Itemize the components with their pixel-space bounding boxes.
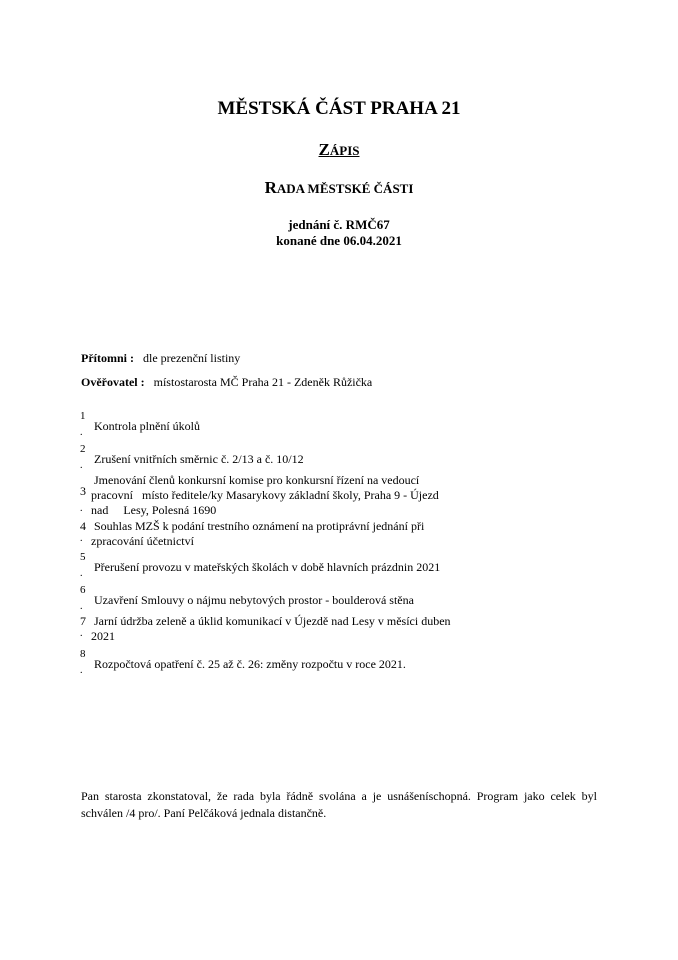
agenda-item-number: 2 <box>80 443 86 455</box>
agenda-item <box>80 410 520 440</box>
agenda-item-text: Kontrola plnění úkolů <box>94 419 200 433</box>
present-row <box>81 351 240 366</box>
agenda-item-text: Přerušení provozu v mateřských školách v době hlavních prázdnin 2021 <box>94 560 441 574</box>
verifier-row <box>81 375 372 390</box>
agenda-item-text: Uzavření Smlouvy o nájmu nebytových prostor - boulderová stěna <box>94 593 414 607</box>
agenda-item-dot: . <box>80 460 83 471</box>
agenda-item-dot: . <box>80 427 83 438</box>
agenda-item-text: pracovní místo ředitele/ky Masarykovy základní školy, Praha 9 - Újezd <box>91 488 439 502</box>
council-heading-rest: ADA MĚSTSKÉ ČÁSTI <box>276 181 414 196</box>
agenda-item-text: nad Lesy, Polesná 1690 <box>91 503 217 517</box>
agenda-item <box>80 648 520 678</box>
agenda-item-text: Zrušení vnitřních směrnic č. 2/13 a č. 10/12 <box>94 452 304 466</box>
quorum-statement: Pan starosta zkonstatoval, že rada byla řádně svolána a je usnášeníschopná. Program jako celek byl schválen /4 pro/. Paní Pelčáková jednala distančně. <box>81 789 597 820</box>
agenda-item-dot: . <box>80 533 83 544</box>
agenda-item <box>80 473 520 519</box>
agenda-item-text: Jarní údržba zeleně a úklid komunikací v Újezdě nad Lesy v měsíci duben <box>94 614 451 628</box>
agenda-item <box>80 551 520 581</box>
agenda-item-number: 4 <box>80 519 86 533</box>
verifier-label: Ověřovatel : <box>81 375 145 389</box>
agenda-item-number: 7 <box>80 614 86 628</box>
verifier-value: místostarosta MČ Praha 21 - Zdeněk Růžička <box>153 375 373 389</box>
session-number: jednání č. RMČ67 <box>288 217 390 232</box>
document-type-rest: ÁPIS <box>329 143 360 158</box>
present-value: dle prezenční listiny <box>143 351 241 365</box>
agenda-item-dot: . <box>80 503 83 514</box>
agenda-item-number: 1 <box>80 410 86 422</box>
agenda-item-text: Jmenování členů konkursní komise pro konkursní řízení na vedoucí <box>94 473 420 487</box>
agenda-item-text: Rozpočtová opatření č. 25 až č. 26: změny rozpočtu v roce 2021. <box>94 657 406 671</box>
agenda-item-text: Souhlas MZŠ k podání trestního oznámení na protiprávní jednání při <box>94 519 425 533</box>
agenda-item-text: zpracování účetnictví <box>91 534 194 548</box>
agenda-item <box>80 614 520 646</box>
agenda-item <box>80 584 520 614</box>
present-label: Přítomni : <box>81 351 134 365</box>
agenda-item-dot: . <box>80 628 83 639</box>
agenda-item-dot: . <box>80 665 83 676</box>
agenda-item-number: 6 <box>80 584 86 596</box>
council-heading-initial: R <box>264 178 277 197</box>
agenda-item <box>80 443 520 473</box>
agenda-item-number: 5 <box>80 551 86 563</box>
document-type-heading <box>0 140 678 160</box>
agenda-item-dot: . <box>80 601 83 612</box>
agenda-item-text: 2021 <box>91 629 115 643</box>
council-heading <box>0 178 678 198</box>
agenda-item-number: 8 <box>80 648 86 660</box>
session-date: konané dne 06.04.2021 <box>276 233 402 248</box>
document-type-initial: Z <box>318 140 330 159</box>
agenda-item <box>80 519 520 551</box>
agenda-item-number: 3 <box>80 484 86 498</box>
municipality-title: MĚSTSKÁ ČÁST PRAHA 21 <box>217 98 461 119</box>
agenda-item-dot: . <box>80 568 83 579</box>
